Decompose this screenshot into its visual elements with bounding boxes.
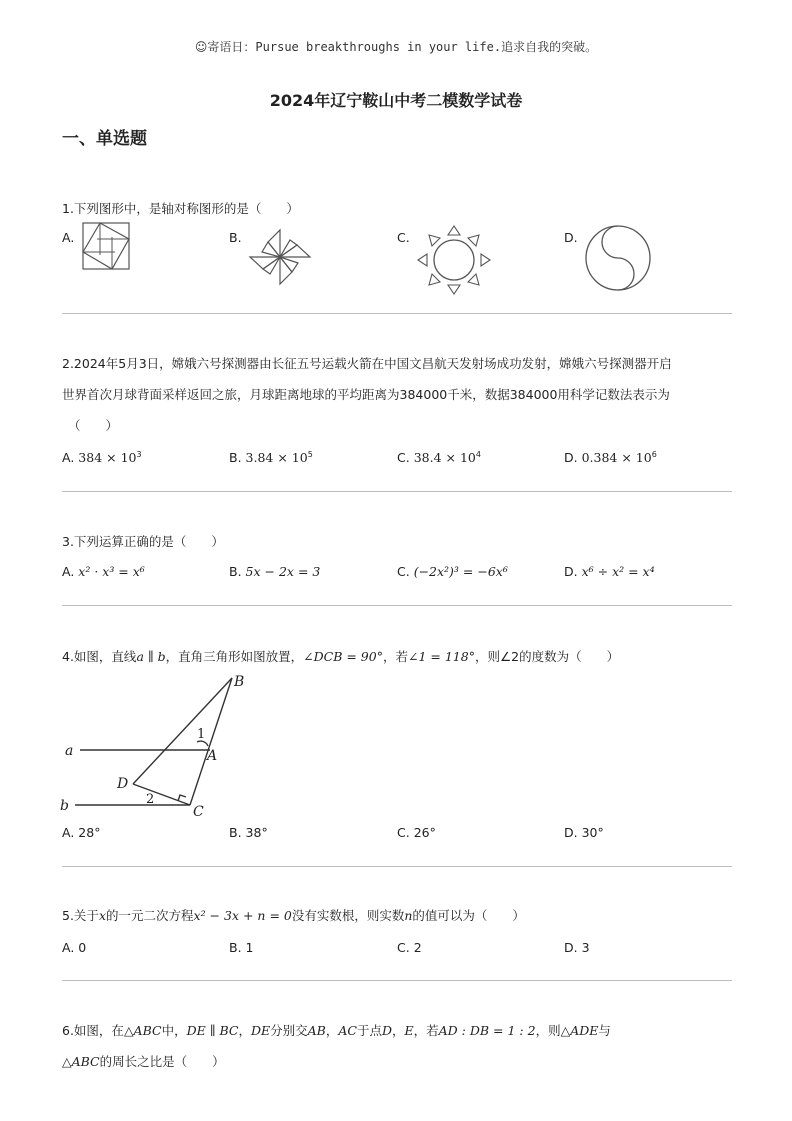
- option-c: [397, 564, 508, 579]
- stem-text: 的值可以为（ ）: [412, 908, 525, 923]
- option-label: B.: [229, 564, 242, 579]
- option-a: [62, 564, 145, 579]
- stem-text: 4.如图，直线: [62, 649, 137, 664]
- stem-math: DE: [250, 1023, 271, 1038]
- option-c-label: C.: [397, 230, 410, 245]
- stem-text: 分别交: [270, 1023, 308, 1038]
- stem-text: 于点: [356, 1023, 382, 1038]
- question-2-options: [62, 450, 742, 474]
- divider: [62, 605, 732, 606]
- option-label: A.: [62, 564, 75, 579]
- option-label: D.: [564, 940, 578, 955]
- stem-text: ，: [392, 1023, 405, 1038]
- figure-c-sun: [416, 224, 492, 296]
- stem-text: ，若: [413, 1023, 439, 1038]
- header-motto: Pursue breakthroughs in your life.: [255, 40, 502, 54]
- figure-a-rotated-square: [82, 222, 132, 272]
- option-expression: x² · x³ = x⁶: [78, 564, 145, 579]
- section-heading: 一、单选题: [62, 129, 147, 149]
- stem-math: x² − 3x + n = 0: [193, 908, 292, 923]
- option-value: 3: [581, 940, 590, 955]
- stem-math: D: [381, 1023, 392, 1038]
- option-value: 28°: [78, 825, 101, 840]
- label-point-d: D: [117, 776, 129, 792]
- stem-math: AC: [338, 1023, 357, 1038]
- label-point-a: A: [207, 748, 218, 764]
- label-angle-1: 1: [197, 727, 206, 742]
- stem-text: 5.关于: [62, 908, 99, 923]
- option-c: [397, 940, 422, 955]
- header-suffix: 追求自我的突破。: [501, 40, 598, 54]
- option-label: B.: [229, 450, 242, 466]
- option-value: 1: [245, 940, 254, 955]
- option-label: A.: [62, 450, 75, 466]
- option-exponent: 4: [475, 450, 481, 459]
- stem-text: 没有实数根，则实数: [291, 908, 405, 923]
- label-angle-2: 2: [146, 792, 155, 807]
- option-value: 26°: [413, 825, 436, 840]
- option-d: [564, 825, 604, 840]
- stem-text: ，则: [535, 1023, 561, 1038]
- option-expression: (−2x²)³ = −6x⁶: [413, 564, 508, 579]
- option-d: [564, 940, 590, 955]
- option-label: A.: [62, 825, 75, 840]
- option-value: 38.4 × 10: [413, 450, 476, 466]
- question-2-line-3: （ ）: [68, 418, 119, 433]
- option-label: B.: [229, 825, 242, 840]
- label-line-a: a: [65, 743, 74, 759]
- option-d-label: D.: [564, 230, 578, 245]
- stem-math: ∠DCB = 90°: [303, 649, 383, 664]
- stem-text: 中，: [161, 1023, 187, 1038]
- stem-math: AD : DB = 1 : 2: [438, 1023, 536, 1038]
- option-value: 3.84 × 10: [245, 450, 308, 466]
- stem-text: ，直角三角形如图放置，: [165, 649, 304, 664]
- question-1-stem: 1.下列图形中，是轴对称图形的是（ ）: [62, 201, 299, 216]
- label-point-b: B: [234, 674, 245, 690]
- question-3-stem: 3.下列运算正确的是（ ）: [62, 534, 224, 549]
- figure-b-pinwheel: [248, 228, 312, 286]
- option-b: [229, 564, 320, 579]
- option-a-label: A.: [62, 230, 75, 245]
- option-d: [564, 450, 657, 465]
- option-value: 384 × 10: [78, 450, 137, 466]
- option-b: [229, 940, 254, 955]
- question-6-line-1: [62, 1015, 742, 1046]
- stem-text: 的周长之比是（ ）: [99, 1054, 225, 1069]
- label-line-b: b: [60, 798, 69, 814]
- stem-math: △ADE: [560, 1023, 599, 1038]
- page-header: [0, 38, 792, 55]
- divider: [62, 491, 732, 492]
- stem-text: ，: [238, 1023, 251, 1038]
- option-label: C.: [397, 450, 410, 466]
- option-expression: x⁶ ÷ x² = x⁴: [581, 564, 655, 579]
- stem-math: AB: [307, 1023, 326, 1038]
- option-value: 2: [413, 940, 422, 955]
- header-prefix: ☺寄语日：: [194, 40, 256, 54]
- question-2-line-1: 2.2024年5月3日，嫦娥六号探测器由长征五号运载火箭在中国文昌航天发射场成功发射，嫦娥六号探测器开启: [62, 356, 672, 371]
- exam-title: 2024年辽宁鞍山中考二模数学试卷: [269, 91, 523, 110]
- stem-math: a ∥ b: [136, 649, 166, 664]
- option-label: D.: [564, 450, 578, 466]
- option-label: D.: [564, 564, 578, 579]
- question-3-options: [62, 564, 742, 588]
- option-value: 0: [78, 940, 87, 955]
- stem-math: DE ∥ BC: [186, 1023, 239, 1038]
- option-label: A.: [62, 940, 75, 955]
- question-6-line-2: [62, 1046, 742, 1077]
- option-value: 38°: [245, 825, 268, 840]
- divider: [62, 866, 732, 867]
- figure-parallel-lines-triangle: [60, 672, 250, 820]
- divider: [62, 313, 732, 314]
- stem-text: 的一元二次方程: [106, 908, 194, 923]
- option-label: C.: [397, 564, 410, 579]
- stem-math: E: [404, 1023, 414, 1038]
- option-value: 0.384 × 10: [581, 450, 652, 466]
- option-value: 30°: [581, 825, 604, 840]
- option-exponent: 6: [651, 450, 657, 459]
- stem-math: △ABC: [123, 1023, 162, 1038]
- stem-text: 6.如图，在: [62, 1023, 124, 1038]
- stem-text: ，若: [382, 649, 408, 664]
- stem-text: ，: [325, 1023, 339, 1038]
- stem-math: n: [404, 908, 413, 923]
- divider: [62, 980, 732, 981]
- option-a: [62, 940, 86, 955]
- option-label: C.: [397, 940, 410, 955]
- option-label: B.: [229, 940, 242, 955]
- stem-math: x: [98, 908, 106, 923]
- option-exponent: 5: [307, 450, 313, 459]
- option-label: C.: [397, 825, 410, 840]
- question-4-stem: [62, 641, 742, 672]
- option-b: [229, 825, 268, 840]
- question-4-options: [62, 825, 742, 849]
- stem-math: ∠1 = 118°: [407, 649, 475, 664]
- option-d: [564, 564, 655, 579]
- option-a: [62, 450, 142, 465]
- question-2-line-2: 世界首次月球背面采样返回之旅，月球距离地球的平均距离为384000千米，数据384000用科学记数法表示为: [62, 387, 670, 402]
- stem-text: 与: [598, 1023, 611, 1038]
- option-c: [397, 825, 436, 840]
- option-b: [229, 450, 313, 465]
- option-label: D.: [564, 825, 578, 840]
- option-c: [397, 450, 481, 465]
- question-5-options: [62, 940, 742, 964]
- figure-d-yin-yang: [584, 224, 652, 292]
- option-b-label: B.: [229, 230, 242, 245]
- stem-math: △ABC: [62, 1054, 100, 1069]
- option-a: [62, 825, 100, 840]
- question-6-stem: [62, 1015, 742, 1077]
- stem-text: ，则∠2的度数为（ ）: [474, 649, 620, 664]
- option-exponent: 3: [136, 450, 142, 459]
- question-2-stem: [62, 348, 742, 441]
- option-expression: 5x − 2x = 3: [245, 564, 321, 579]
- label-point-c: C: [193, 804, 204, 820]
- question-5-stem: [62, 900, 742, 931]
